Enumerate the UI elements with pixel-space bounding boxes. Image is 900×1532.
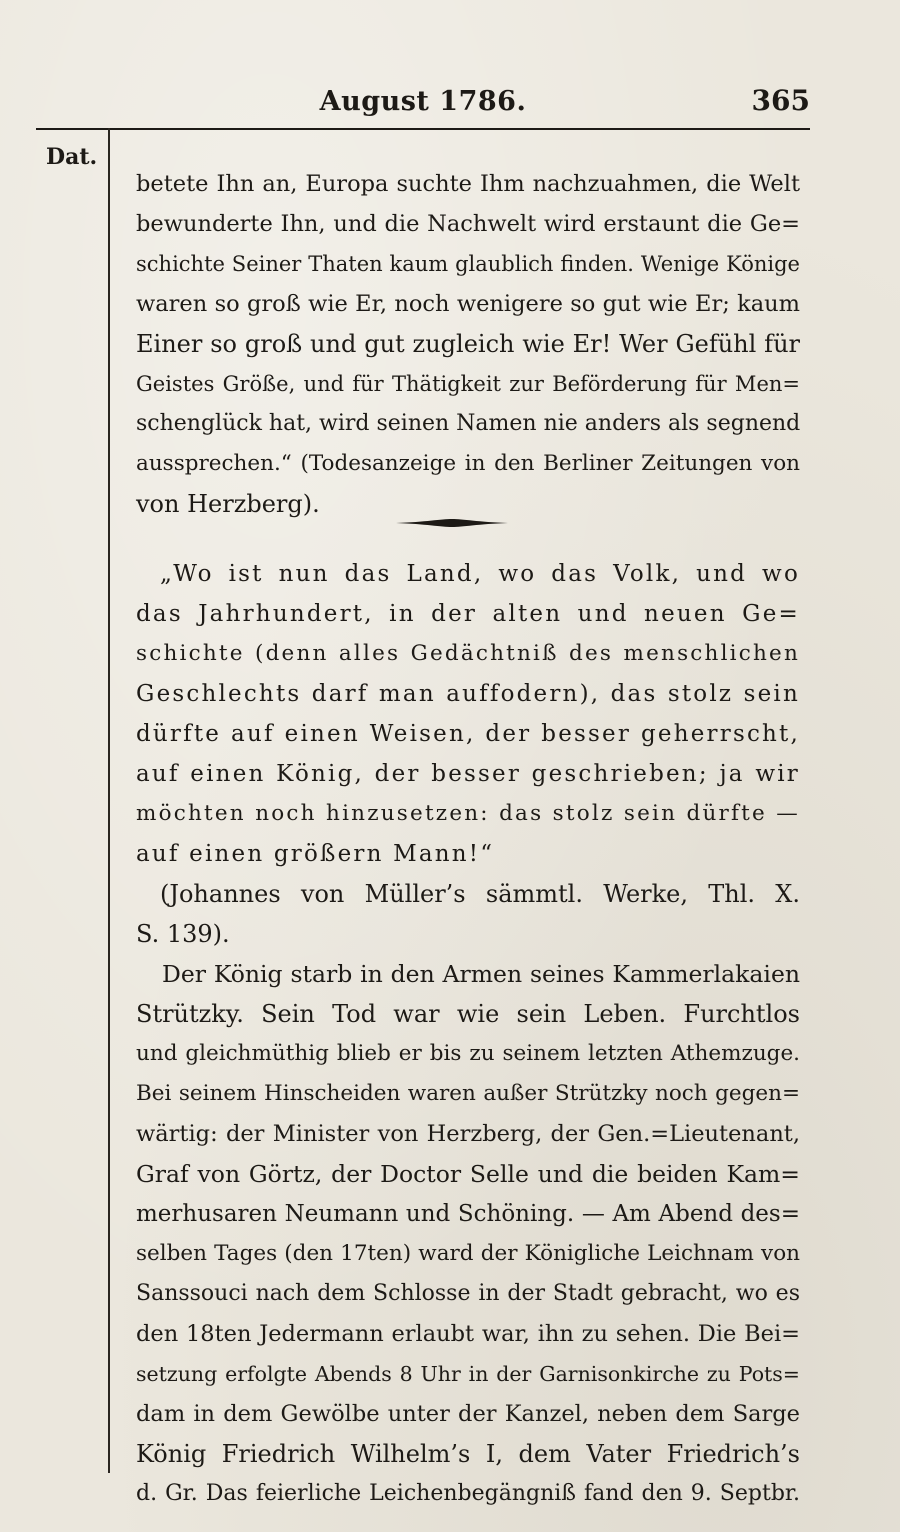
margin-column-rule bbox=[108, 128, 110, 1473]
text-line: von Herzberg). bbox=[136, 490, 320, 518]
quote-line: „Wo ist nun das Land, wo das Volk, und wo bbox=[160, 561, 800, 587]
text-line: bewunderte Ihn, und die Nachwelt wird erstaunt die Ge= bbox=[136, 211, 800, 237]
margin-date-label: Dat. bbox=[46, 144, 98, 170]
text-line: wärtig: der Minister von Herzberg, der Gen.=Lieutenant, bbox=[136, 1121, 800, 1147]
text-line: Einer so groß und gut zugleich wie Er! Wer Gefühl für bbox=[136, 330, 800, 358]
text-line: dam in dem Gewölbe unter der Kanzel, neben dem Sarge bbox=[136, 1401, 800, 1427]
quote-line: Geschlechts darf man auffodern), das stolz sein bbox=[136, 681, 800, 707]
text-line: setzung erfolgte Abends 8 Uhr in der Garnisonkirche zu Pots= bbox=[136, 1362, 800, 1386]
text-line: merhusaren Neumann und Schöning. — Am Abend des= bbox=[136, 1201, 800, 1227]
quote-line: auf einen größern Mann!“ bbox=[136, 841, 495, 867]
section-divider-ornament bbox=[396, 519, 508, 527]
header-rule bbox=[36, 128, 810, 130]
text-line: selben Tages (den 17ten) ward der Königliche Leichnam von bbox=[136, 1241, 800, 1266]
text-line: König Friedrich Wilhelm’s I, dem Vater Friedrich’s bbox=[136, 1440, 800, 1468]
text-line: schichte Seiner Thaten kaum glaublich finden. Wenige Könige bbox=[136, 252, 800, 276]
citation-line: S. 139). bbox=[136, 920, 230, 948]
text-line: betete Ihn an, Europa suchte Ihm nachzuahmen, die Welt bbox=[136, 171, 800, 197]
running-header bbox=[36, 80, 810, 120]
quote-line: dürfte auf einen Weisen, der besser geherrscht, bbox=[136, 721, 800, 747]
quote-line: möchten noch hinzusetzen: das stolz sein dürfte — bbox=[136, 801, 800, 826]
text-line: aussprechen.“ (Todesanzeige in den Berliner Zeitungen von bbox=[136, 451, 800, 476]
page-number: 365 bbox=[751, 84, 810, 117]
text-line: Sanssouci nach dem Schlosse in der Stadt gebracht, wo es bbox=[136, 1281, 800, 1306]
text-line: und gleichmüthig blieb er bis zu seinem letzten Athemzuge. bbox=[136, 1041, 800, 1066]
text-line: d. Gr. Das feierliche Leichenbegängniß fand den 9. Septbr. bbox=[136, 1481, 800, 1506]
text-line: Der König starb in den Armen seines Kammerlakaien bbox=[162, 960, 800, 988]
quote-line: auf einen König, der besser geschrieben; ja wir bbox=[136, 761, 800, 787]
text-line: den 18ten Jedermann erlaubt war, ihn zu sehen. Die Bei= bbox=[136, 1321, 800, 1347]
quote-line: das Jahrhundert, in der alten und neuen Ge= bbox=[136, 601, 800, 627]
text-line: Graf von Görtz, der Doctor Selle und die beiden Kam= bbox=[136, 1160, 800, 1188]
text-line: Geistes Größe, und für Thätigkeit zur Beförderung für Men= bbox=[136, 372, 800, 396]
citation-line: (Johannes von Müller’s sämmtl. Werke, Thl. X. bbox=[160, 880, 800, 908]
running-title: August 1786. bbox=[319, 86, 527, 117]
quote-line: schichte (denn alles Gedächtniß des menschlichen bbox=[136, 641, 800, 666]
text-line: schenglück hat, wird seinen Namen nie anders als segnend bbox=[136, 411, 801, 436]
text-line: Bei seinem Hinscheiden waren außer Strützky noch gegen= bbox=[136, 1081, 800, 1106]
text-line: Strützky. Sein Tod war wie sein Leben. Furchtlos bbox=[136, 1000, 800, 1028]
text-line: waren so groß wie Er, noch wenigere so gut wie Er; kaum bbox=[136, 291, 800, 317]
